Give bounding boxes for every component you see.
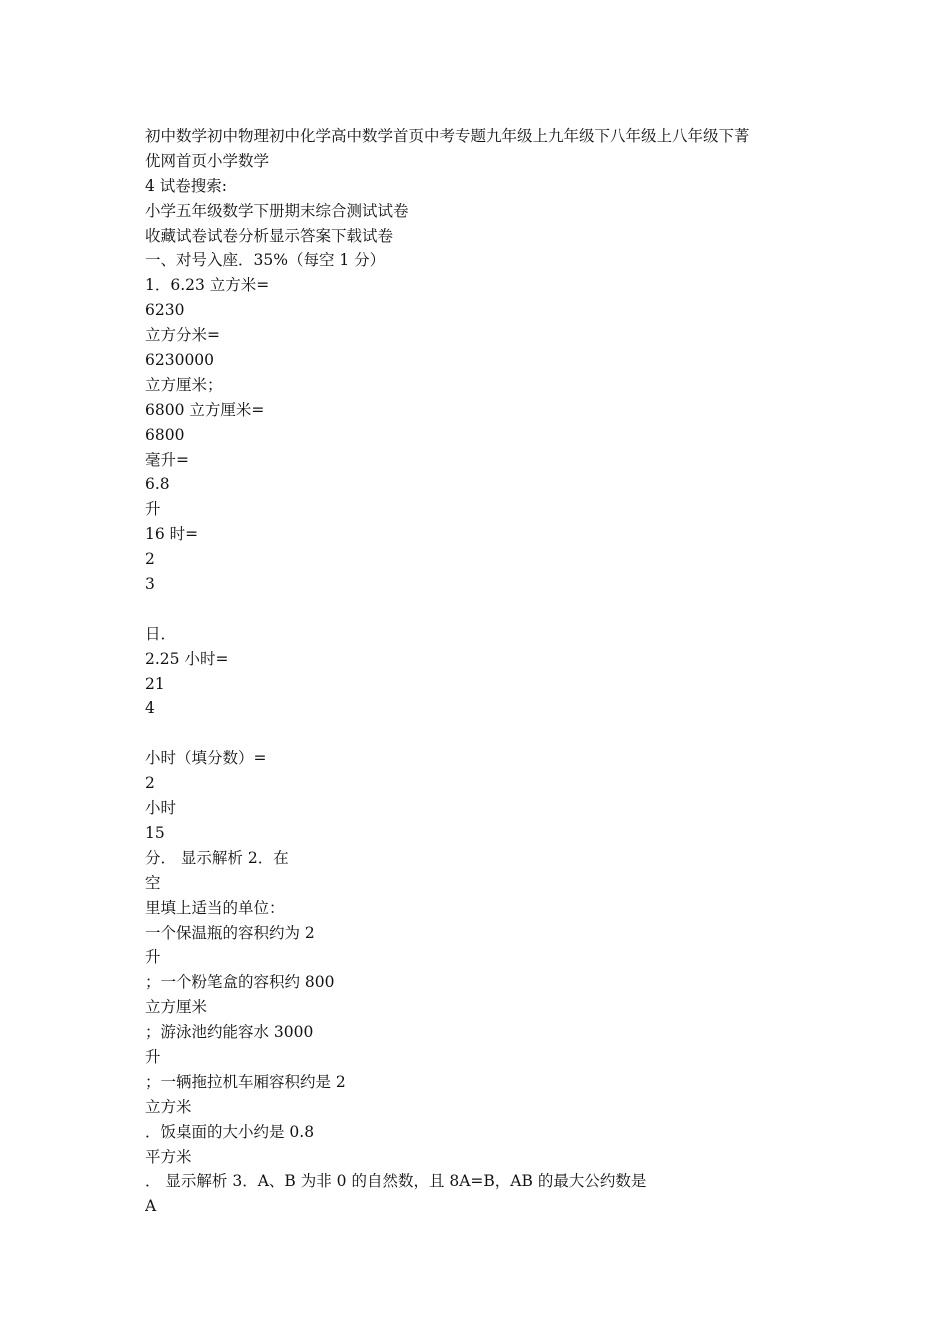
paper-actions: 收藏试卷试卷分析显示答案下载试卷 bbox=[145, 226, 394, 245]
text-line: 平方米 bbox=[145, 1147, 192, 1166]
paper-title: 小学五年级数学下册期末综合测试试卷 bbox=[145, 201, 409, 220]
text-line: 4 bbox=[145, 699, 155, 718]
text-line: 立方分米= bbox=[145, 326, 220, 345]
text-line: 里填上适当的单位： bbox=[145, 898, 285, 917]
text-line: ；游泳池约能容水 3000 bbox=[145, 1023, 314, 1042]
blank-line bbox=[145, 597, 815, 622]
text-line: 21 bbox=[145, 674, 165, 693]
text-line: 升 bbox=[145, 1047, 161, 1066]
text-line: A bbox=[145, 1197, 157, 1216]
text-line: 6.8 bbox=[145, 475, 170, 494]
text-line: 2.25 小时= bbox=[145, 649, 229, 668]
text-line: 日． bbox=[145, 624, 177, 643]
text-line: 立方厘米； bbox=[145, 375, 223, 394]
text-line: 小时（填分数）= bbox=[145, 749, 267, 768]
text-line: ．饭桌面的大小约是 0.8 bbox=[145, 1122, 315, 1141]
text-line: 小时 bbox=[145, 799, 177, 818]
nav-line-2: 优网首页小学数学 bbox=[145, 151, 270, 170]
text-line: 升 bbox=[145, 948, 161, 967]
text-line: 6230 bbox=[145, 301, 185, 320]
text-line: 一个保温瓶的容积约为 2 bbox=[145, 923, 315, 942]
text-line: 分． 显示解析 2．在 bbox=[145, 848, 289, 867]
blank-line bbox=[145, 721, 815, 746]
text-line: 2 bbox=[145, 774, 155, 793]
text-line: 升 bbox=[145, 500, 161, 519]
text-line: 6230000 bbox=[145, 351, 215, 370]
text-line: 毫升= bbox=[145, 450, 189, 469]
text-line: ． 显示解析 3．A、B 为非 0 的自然数，且 8A=B，AB 的最大公约数是 bbox=[145, 1172, 647, 1191]
nav-line-1: 初中数学初中物理初中化学高中数学首页中考专题九年级上九年级下八年级上八年级下菁 bbox=[145, 127, 750, 145]
search-label: 4 试卷搜索: bbox=[145, 176, 228, 195]
text-line: 立方厘米 bbox=[145, 998, 208, 1017]
text-line: 6800 bbox=[145, 425, 185, 444]
text-line: 3 bbox=[145, 575, 155, 594]
text-line: 1．6.23 立方米= bbox=[145, 276, 270, 295]
text-line: 2 bbox=[145, 550, 155, 569]
text-line: ；一辆拖拉机车厢容积约是 2 bbox=[145, 1072, 346, 1091]
text-line: 空 bbox=[145, 873, 161, 892]
text-line: ；一个粉笔盒的容积约 800 bbox=[145, 973, 335, 992]
document-page bbox=[145, 124, 815, 1219]
text-line: 6800 立方厘米= bbox=[145, 400, 265, 419]
text-line: 立方米 bbox=[145, 1097, 192, 1116]
section-heading: 一、对号入座．35%（每空 1 分） bbox=[145, 251, 386, 270]
text-line: 16 时= bbox=[145, 525, 199, 544]
text-line: 15 bbox=[145, 823, 165, 842]
